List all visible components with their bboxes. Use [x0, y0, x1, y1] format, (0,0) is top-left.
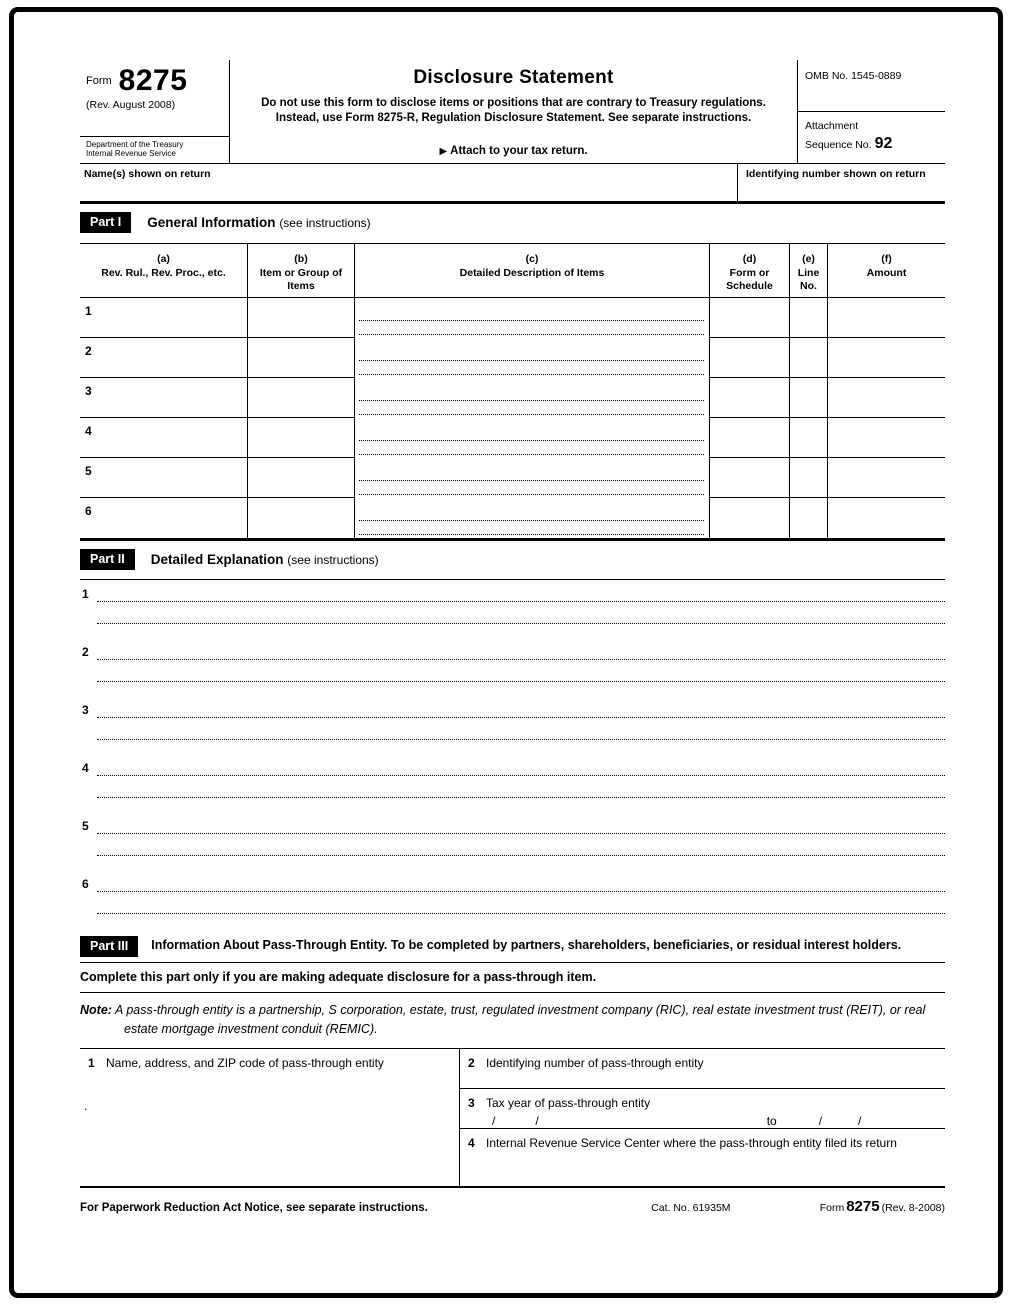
row-number: 6 [82, 877, 89, 891]
part1-field-form-schedule[interactable] [710, 498, 790, 538]
dotted-line [97, 891, 945, 892]
catalog-number: Cat. No. 61935M [651, 1201, 731, 1214]
dotted-line [359, 520, 704, 521]
dotted-line [359, 334, 704, 335]
passthrough-irs-center-field[interactable] [460, 1129, 945, 1186]
part1-row-6 [80, 498, 945, 538]
part1-row-4 [80, 418, 945, 458]
name-row [80, 164, 945, 204]
part1-row-2 [80, 338, 945, 378]
passthrough-taxyear-field[interactable] [460, 1089, 945, 1129]
department-line1: Department of the Treasury [86, 139, 184, 149]
passthrough-right-column [460, 1049, 945, 1186]
part1-field-form-schedule[interactable] [710, 418, 790, 458]
item-number: 2 [468, 1055, 475, 1070]
part1-field-amount[interactable] [828, 338, 945, 378]
dotted-line [97, 659, 945, 660]
row-number: 2 [82, 645, 89, 659]
note-text: A pass-through entity is a partnership, S corporation, estate, trust, regulated investment company (RIC), real estate investment trust (REIT), or real estate mortgage investment conduit (REMIC). [114, 1003, 926, 1036]
part3-note [80, 993, 945, 1048]
revision-date: (Rev. August 2008) [86, 99, 176, 111]
dotted-line [97, 717, 945, 718]
part1-field-form-schedule[interactable] [710, 298, 790, 338]
dotted-line [359, 360, 704, 361]
part1-field-line-no[interactable] [790, 418, 828, 458]
part1-field-line-no[interactable] [790, 378, 828, 418]
part1-field-rev-rul[interactable] [80, 378, 248, 418]
part1-field-rev-rul[interactable] [80, 418, 248, 458]
attachment-sequence [798, 112, 945, 162]
column-header-d: (d) Form or Schedule [710, 244, 790, 298]
date-slash: / [818, 1113, 823, 1128]
name-input-area[interactable] [80, 164, 738, 201]
to-label: to [766, 1113, 777, 1128]
title-block [230, 60, 798, 163]
form-instructions: Do not use this form to disclose items or positions that are contrary to Treasury regulations. Instead, use Form 8275-R, Regulation Disclosure Statement. See separate instructions. [261, 97, 766, 124]
footer-form-id [820, 1198, 945, 1215]
dotted-line [359, 374, 704, 375]
part2-explanation-row-3[interactable] [80, 696, 945, 754]
part1-field-item-group[interactable] [248, 338, 355, 378]
row-number: 3 [82, 703, 89, 717]
item-label: Name, address, and ZIP code of pass-through entity [106, 1055, 384, 1070]
part2-explanation-row-6[interactable] [80, 870, 945, 928]
item-label: Tax year of pass-through entity [486, 1095, 651, 1110]
row-number: 5 [85, 464, 92, 478]
part1-field-line-no[interactable] [790, 338, 828, 378]
row-number: 5 [82, 819, 89, 833]
part1-field-item-group[interactable] [248, 378, 355, 418]
sequence-label: Sequence No. [805, 139, 872, 152]
date-slash: / [492, 1113, 496, 1128]
dotted-line [97, 913, 945, 914]
item-label: Internal Revenue Service Center where the pass-through entity filed its return [486, 1135, 897, 1150]
general-information-table [80, 243, 945, 541]
department-line2: Internal Revenue Service [86, 149, 176, 159]
part1-field-rev-rul[interactable] [80, 458, 248, 498]
form-content [80, 60, 945, 1215]
dotted-line [97, 623, 945, 624]
item-number: 1 [88, 1055, 95, 1070]
part1-field-item-group[interactable] [248, 498, 355, 538]
column-header-a: (a) Rev. Rul., Rev. Proc., etc. [80, 244, 248, 298]
passthrough-id-field[interactable] [460, 1049, 945, 1089]
dotted-line [359, 454, 704, 455]
item-label: Identifying number of pass-through entity [486, 1055, 704, 1070]
dotted-line [359, 494, 704, 495]
dotted-line [359, 480, 704, 481]
part2-badge: Part II [80, 549, 135, 570]
part1-field-item-group[interactable] [248, 418, 355, 458]
part1-row-5 [80, 458, 945, 498]
taxyear-entry-line[interactable] [468, 1114, 937, 1128]
part1-row-1 [80, 298, 945, 338]
item-number: 4 [468, 1135, 475, 1150]
part1-field-line-no[interactable] [790, 498, 828, 538]
part1-field-description[interactable] [355, 338, 710, 378]
part2-explanation-row-2[interactable] [80, 638, 945, 696]
part1-field-line-no[interactable] [790, 298, 828, 338]
item-number: 3 [468, 1095, 475, 1110]
part1-header [80, 212, 945, 233]
row-number: 4 [82, 761, 89, 775]
part1-field-amount[interactable] [828, 418, 945, 458]
date-slash: / [858, 1113, 862, 1128]
sequence-number: 92 [874, 135, 893, 153]
form-header [80, 60, 945, 164]
part1-field-form-schedule[interactable] [710, 458, 790, 498]
part3-title-continuation: To be completed by partners, shareholders, beneficiaries, or residual interest holders. [390, 938, 902, 952]
part1-field-form-schedule[interactable] [710, 338, 790, 378]
row-number: 4 [85, 424, 92, 438]
date-slash: / [535, 1113, 539, 1128]
dotted-line [359, 320, 704, 321]
dotted-line [97, 739, 945, 740]
dotted-line [97, 601, 945, 602]
page-frame [9, 7, 1003, 1298]
part3-header [80, 936, 945, 963]
part1-field-description[interactable] [355, 418, 710, 458]
part1-field-rev-rul[interactable] [80, 298, 248, 338]
part1-field-item-group[interactable] [248, 298, 355, 338]
part1-row-3 [80, 378, 945, 418]
dotted-line [359, 440, 704, 441]
part2-explanation-row-4[interactable] [80, 754, 945, 812]
row-number: 1 [85, 304, 92, 318]
part1-field-rev-rul[interactable] [80, 498, 248, 538]
part1-subtitle: (see instructions) [279, 216, 371, 230]
row-number: 3 [85, 384, 92, 398]
form-number: 8275 [118, 64, 188, 97]
dotted-line [97, 775, 945, 776]
part3-badge: Part III [80, 936, 138, 957]
detailed-explanation-section [80, 580, 945, 928]
dotted-line [359, 414, 704, 415]
dotted-line [97, 833, 945, 834]
omb-block [798, 60, 945, 163]
passthrough-entity-table [80, 1048, 945, 1188]
part3-title: Information About Pass-Through Entity. To be completed by partners, shareholders, beneficiaries, or residual interest holders. [151, 938, 902, 952]
name-label: Name(s) shown on return [84, 168, 211, 180]
part1-field-amount[interactable] [828, 458, 945, 498]
passthrough-name-address-field[interactable] [80, 1049, 460, 1186]
part1-field-description[interactable] [355, 498, 710, 538]
form-id-block [80, 60, 230, 163]
identifying-number-label: Identifying number shown on return [746, 168, 926, 180]
dotted-line [97, 681, 945, 682]
note-label: Note: [80, 1003, 112, 1017]
part1-field-amount[interactable] [828, 498, 945, 538]
column-header-f: (f) Amount [828, 244, 945, 298]
part1-field-description[interactable] [355, 298, 710, 338]
column-header-b: (b) Item or Group of Items [248, 244, 355, 298]
part2-title: Detailed Explanation (see instructions) [150, 552, 379, 567]
attach-text: Attach to your tax return. [450, 145, 588, 157]
page-title: Disclosure Statement [413, 67, 614, 88]
paperwork-notice: For Paperwork Reduction Act Notice, see separate instructions. [80, 1201, 428, 1214]
footer-form-word: Form [819, 1201, 845, 1214]
part1-field-amount[interactable] [828, 298, 945, 338]
part2-explanation-row-5[interactable] [80, 812, 945, 870]
part1-field-rev-rul[interactable] [80, 338, 248, 378]
dotted-line [97, 797, 945, 798]
identifying-number-input-area[interactable] [738, 164, 945, 201]
row-number: 1 [82, 587, 89, 601]
part1-title: General Information (see instructions) [147, 215, 371, 230]
part1-field-description[interactable] [355, 378, 710, 418]
footer-form-number: 8275 [846, 1197, 880, 1215]
part1-badge: Part I [80, 212, 131, 233]
dotted-line [359, 400, 704, 401]
row-number: 6 [85, 504, 92, 518]
row-number: 2 [85, 344, 92, 358]
attachment-label: Attachment [805, 120, 859, 132]
part1-field-line-no[interactable] [790, 458, 828, 498]
part2-header [80, 549, 945, 580]
footer-revision: (Rev. 8-2008) [881, 1201, 945, 1214]
table-header-row [80, 244, 945, 298]
part3-complete-note: Complete this part only if you are making adequate disclosure for a pass-through item. [80, 963, 945, 993]
column-header-c: (c) Detailed Description of Items [355, 244, 710, 298]
part1-field-amount[interactable] [828, 378, 945, 418]
department-block [80, 136, 229, 161]
part2-subtitle: (see instructions) [287, 553, 379, 567]
dotted-line [97, 855, 945, 856]
column-header-e: (e) Line No. [790, 244, 828, 298]
part1-field-item-group[interactable] [248, 458, 355, 498]
part1-field-form-schedule[interactable] [710, 378, 790, 418]
part2-explanation-row-1[interactable] [80, 580, 945, 638]
omb-number: OMB No. 1545-0889 [798, 60, 945, 112]
right-arrow-icon: ▶ [439, 146, 448, 157]
dotted-line [359, 534, 704, 535]
stray-mark: . [84, 1098, 88, 1113]
part1-field-description[interactable] [355, 458, 710, 498]
form-footer [80, 1198, 945, 1215]
attach-note [439, 145, 587, 157]
form-word: Form [86, 75, 112, 87]
